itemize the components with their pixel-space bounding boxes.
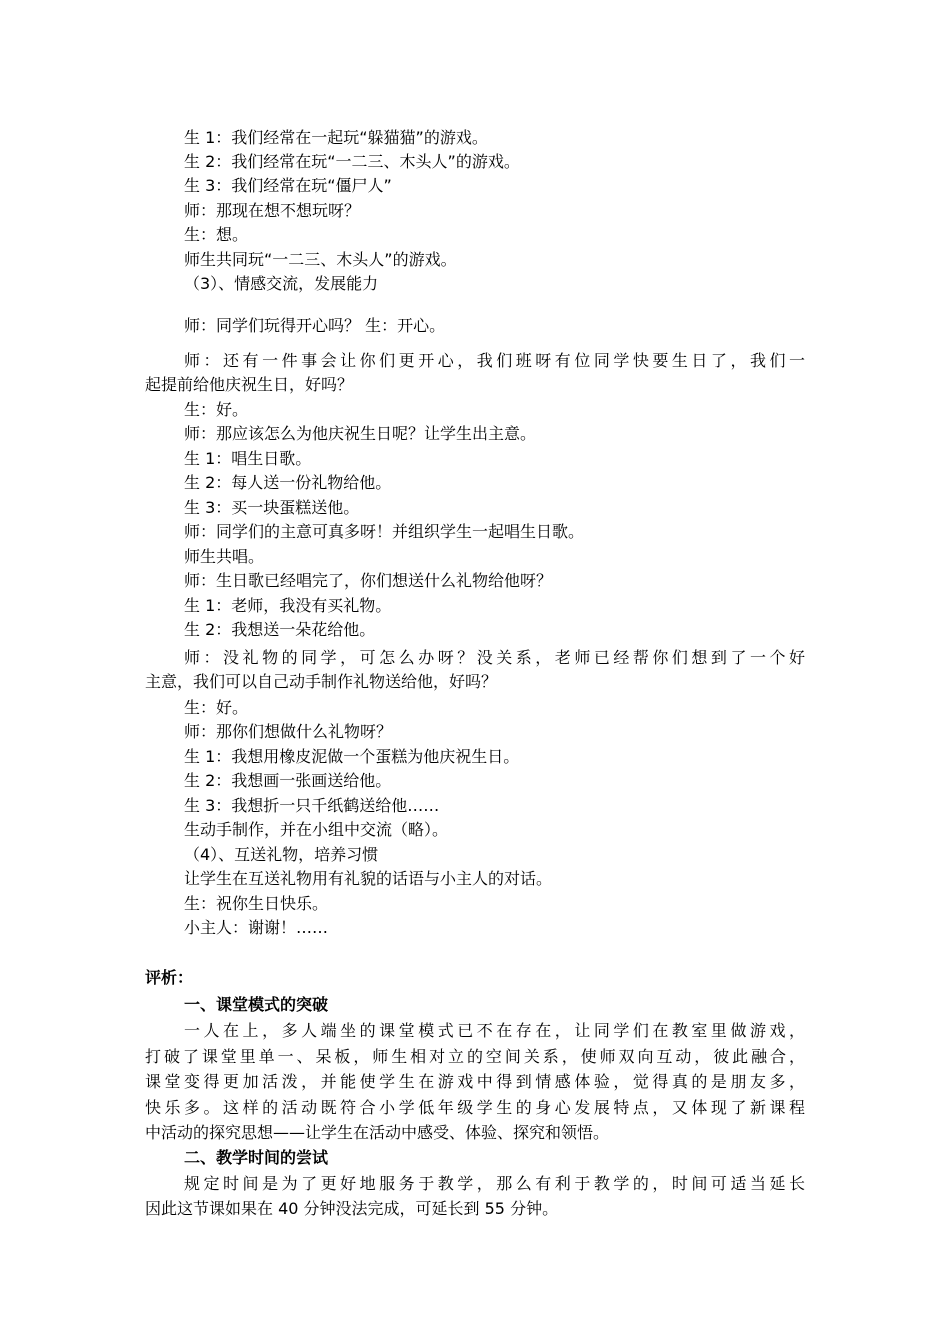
dialogue-line: 生：祝你生日快乐。	[184, 894, 329, 913]
dialogue-line: 生 2：我想送一朵花给他。	[184, 620, 376, 639]
analysis-title: 评析：	[145, 968, 194, 987]
dialogue-line: 生 1：我想用橡皮泥做一个蛋糕为他庆祝生日。	[184, 747, 520, 766]
dialogue-line: 小主人：谢谢！……	[184, 918, 329, 937]
dialogue-line: 生 1：老师，我没有买礼物。	[184, 596, 392, 615]
paragraph-text: 课堂变得更加活泼，并能使学生在游戏中得到情感体验，觉得真的是朋友多，	[145, 1072, 805, 1091]
paragraph-line: 主意，我们可以自己动手制作礼物送给他，好吗？	[145, 672, 498, 691]
paragraph-line: 起提前给他庆祝生日，好吗？	[145, 375, 354, 394]
paragraph-text: 一人在上，多人端坐的课堂模式已不在存在，让同学们在教室里做游戏，	[184, 1021, 805, 1040]
paragraph-line	[145, 1045, 805, 1069]
dialogue-line: 生动手制作，并在小组中交流（略）。	[184, 820, 449, 839]
dialogue-line: 师：那现在想不想玩呀？	[184, 201, 361, 220]
section-heading: （4）、互送礼物，培养习惯	[184, 845, 379, 864]
paragraph-line	[184, 349, 805, 373]
paragraph-text: 师：还有一件事会让你们更开心，我们班呀有位同学快要生日了，我们一	[184, 351, 805, 370]
dialogue-line: 生：想。	[184, 225, 249, 244]
paragraph-line	[184, 1019, 805, 1043]
dialogue-line: 生 1：我们经常在一起玩“躲猫猫”的游戏。	[184, 128, 488, 147]
paragraph-text: 师：没礼物的同学，可怎么办呀？没关系，老师已经帮你们想到了一个好	[184, 648, 805, 667]
paragraph-text: 快乐多。这样的活动既符合小学低年级学生的身心发展特点，又体现了新课程	[145, 1098, 805, 1117]
dialogue-line: 让学生在互送礼物用有礼貌的话语与小主人的对话。	[184, 869, 553, 888]
dialogue-line: 生 1：唱生日歌。	[184, 449, 312, 468]
paragraph-line	[184, 1172, 805, 1196]
paragraph-text: 打破了课堂里单一、呆板，师生相对立的空间关系，使师双向互动，彼此融合，	[145, 1047, 805, 1066]
dialogue-line: 师：同学们的主意可真多呀！并组织学生一起唱生日歌。	[184, 522, 585, 541]
dialogue-line: 师生共唱。	[184, 547, 265, 566]
dialogue-line: 师：同学们玩得开心吗？ 生：开心。	[184, 316, 446, 335]
dialogue-line: 师：那应该怎么为他庆祝生日呢？让学生出主意。	[184, 424, 537, 443]
paragraph-line: 因此这节课如果在 40 分钟没法完成，可延长到 55 分钟。	[145, 1199, 559, 1218]
dialogue-line: 生：好。	[184, 698, 249, 717]
dialogue-line: 生：好。	[184, 400, 249, 419]
paragraph-text: 规定时间是为了更好地服务于教学，那么有利于教学的，时间可适当延长	[184, 1174, 805, 1193]
dialogue-line: 生 3：我们经常在玩“僵尸人”	[184, 176, 392, 195]
dialogue-line: 师生共同玩“一二三、木头人”的游戏。	[184, 250, 457, 269]
dialogue-line: 生 2：我们经常在玩“一二三、木头人”的游戏。	[184, 152, 520, 171]
paragraph-line	[184, 646, 805, 670]
dialogue-line: 师：生日歌已经唱完了，你们想送什么礼物给他呀？	[184, 571, 553, 590]
dialogue-line: 生 2：我想画一张画送给他。	[184, 771, 392, 790]
section-heading: （3）、情感交流，发展能力	[184, 274, 379, 293]
paragraph-line	[145, 1096, 805, 1120]
dialogue-line: 生 2：每人送一份礼物给他。	[184, 473, 392, 492]
paragraph-line	[145, 1070, 805, 1094]
dialogue-line: 生 3：买一块蛋糕送他。	[184, 498, 360, 517]
analysis-heading: 一、课堂模式的突破	[184, 995, 329, 1014]
dialogue-line: 师：那你们想做什么礼物呀？	[184, 722, 393, 741]
analysis-heading: 二、教学时间的尝试	[184, 1148, 329, 1167]
paragraph-line: 中活动的探究思想——让学生在活动中感受、体验、探究和领悟。	[145, 1123, 610, 1142]
dialogue-line: 生 3：我想折一只千纸鹤送给他……	[184, 796, 440, 815]
